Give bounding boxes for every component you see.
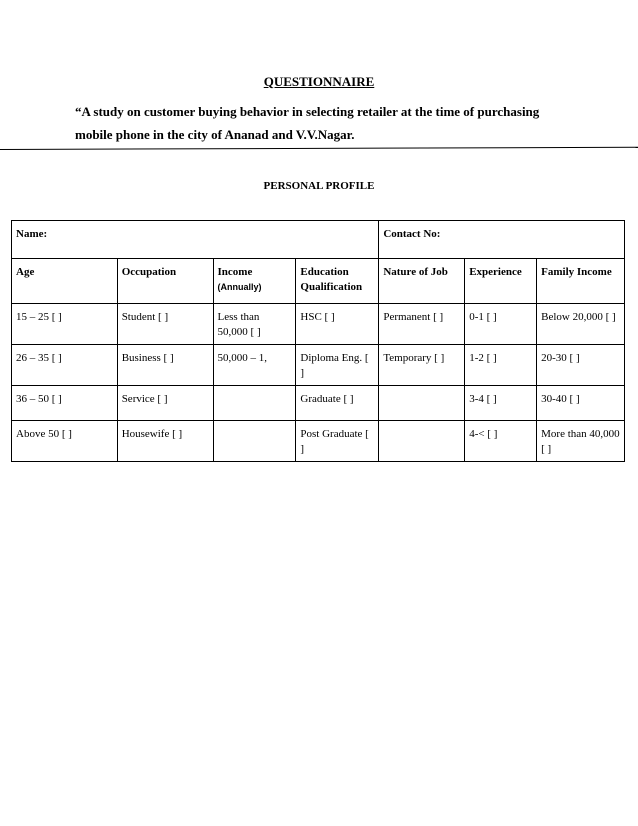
header-income bbox=[213, 259, 296, 304]
option-family-income[interactable]: More than 40,000 [ ] bbox=[537, 421, 625, 462]
option-income[interactable]: Less than 50,000 [ ] bbox=[213, 304, 296, 345]
personal-profile-table bbox=[11, 220, 625, 462]
header-family-income: Family Income bbox=[537, 259, 625, 304]
option-nature[interactable]: Permanent [ ] bbox=[379, 304, 465, 345]
header-occupation: Occupation bbox=[117, 259, 213, 304]
header-income-label: Income bbox=[217, 266, 253, 278]
option-occupation[interactable]: Student [ ] bbox=[117, 304, 213, 345]
option-education[interactable]: Post Graduate [ ] bbox=[296, 421, 379, 462]
table-row bbox=[12, 386, 625, 421]
option-age[interactable]: 15 – 25 [ ] bbox=[12, 304, 118, 345]
option-nature-empty bbox=[379, 421, 465, 462]
option-age[interactable]: Above 50 [ ] bbox=[12, 421, 118, 462]
header-income-note: (Annually) bbox=[217, 282, 262, 292]
option-income-empty bbox=[213, 386, 296, 421]
option-occupation[interactable]: Service [ ] bbox=[117, 386, 213, 421]
option-education[interactable]: Diploma Eng. [ ] bbox=[296, 345, 379, 386]
option-experience[interactable]: 4-< [ ] bbox=[465, 421, 537, 462]
table-row bbox=[12, 421, 625, 462]
option-age[interactable]: 26 – 35 [ ] bbox=[12, 345, 118, 386]
option-family-income[interactable]: 30-40 [ ] bbox=[537, 386, 625, 421]
option-education[interactable]: HSC [ ] bbox=[296, 304, 379, 345]
section-title: PERSONAL PROFILE bbox=[263, 180, 375, 192]
name-contact-row bbox=[12, 221, 625, 259]
option-family-income[interactable]: Below 20,000 [ ] bbox=[537, 304, 625, 345]
table-header-row bbox=[12, 259, 625, 304]
header-nature: Nature of Job bbox=[379, 259, 465, 304]
option-experience[interactable]: 3-4 [ ] bbox=[465, 386, 537, 421]
option-occupation[interactable]: Business [ ] bbox=[117, 345, 213, 386]
option-experience[interactable]: 1-2 [ ] bbox=[465, 345, 537, 386]
header-age: Age bbox=[12, 259, 118, 304]
option-income[interactable]: 50,000 – 1, bbox=[213, 345, 296, 386]
contact-field[interactable]: Contact No: bbox=[379, 221, 625, 259]
table-row bbox=[12, 304, 625, 345]
option-experience[interactable]: 0-1 [ ] bbox=[465, 304, 537, 345]
option-occupation[interactable]: Housewife [ ] bbox=[117, 421, 213, 462]
table-row bbox=[12, 345, 625, 386]
option-age[interactable]: 36 – 50 [ ] bbox=[12, 386, 118, 421]
study-subtitle: “A study on customer buying behavior in selecting retailer at the time of purchasing mobile phone in the city of Ananad and V.V.Nagar. bbox=[75, 104, 540, 142]
option-nature[interactable]: Temporary [ ] bbox=[379, 345, 465, 386]
option-nature-empty bbox=[379, 386, 465, 421]
header-education: Education Qualification bbox=[296, 259, 379, 304]
header-experience: Experience bbox=[465, 259, 537, 304]
option-family-income[interactable]: 20-30 [ ] bbox=[537, 345, 625, 386]
option-income-empty bbox=[213, 421, 296, 462]
page-title: QUESTIONNAIRE bbox=[263, 74, 375, 89]
name-field[interactable]: Name: bbox=[12, 221, 379, 259]
divider-line bbox=[0, 147, 638, 150]
option-education[interactable]: Graduate [ ] bbox=[296, 386, 379, 421]
